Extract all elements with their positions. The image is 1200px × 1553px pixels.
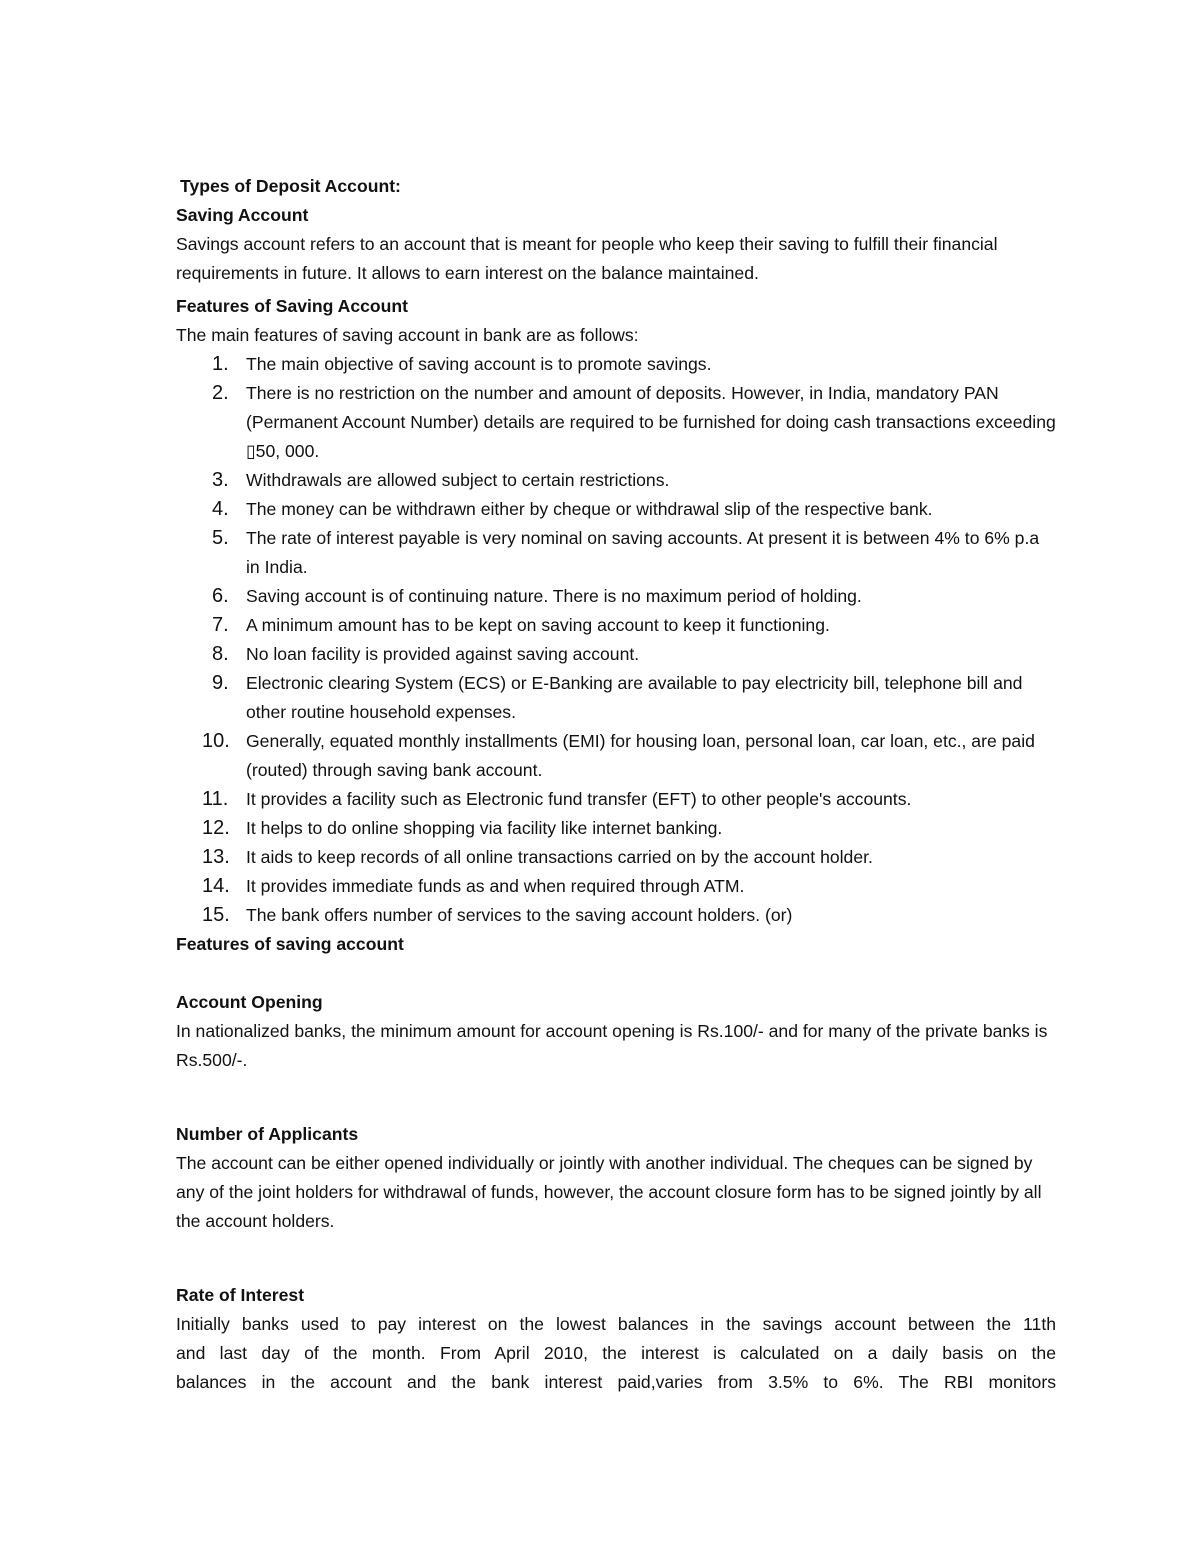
list-item [176,350,1056,379]
list-item-number: 5. [212,527,229,549]
list-item-number: 7. [212,614,229,636]
list-item-number: 11. [202,788,229,810]
interest-text-line: Initially banks used to pay interest on the lowest balances in the savings account between the 11th [176,1314,1056,1334]
account-opening-heading: Account Opening [176,992,323,1012]
list-item [176,640,1056,669]
list-item [176,843,1056,872]
list-item [176,495,1056,524]
list-item-text: The rate of interest payable is very nominal on saving accounts. At present it is between 4% to 6% p.a in India. [246,528,1040,577]
list-item [176,669,1056,727]
document-title: Types of Deposit Account: [180,176,401,196]
list-item-number: 1. [212,353,229,375]
list-item-text: The bank offers number of services to the saving account holders. (or) [246,905,793,925]
list-item [176,901,1056,930]
list-item-text: Generally, equated monthly installments (EMI) for housing loan, personal loan, car loan, etc., are paid (routed) through saving bank account. [246,731,1035,780]
list-item [176,611,1056,640]
list-item-number: 14. [202,875,230,897]
list-item-text: There is no restriction on the number and amount of deposits. However, in India, mandatory PAN (Permanent Account Number) details are required to be furnished for doing cash transactions exceeding ▯50, 000. [246,383,1056,461]
list-item [176,466,1056,495]
list-item-number: 15. [202,904,230,926]
list-item-text: A minimum amount has to be kept on saving account to keep it functioning. [246,615,830,635]
list-item [176,785,1056,814]
list-item-text: Withdrawals are allowed subject to certain restrictions. [246,470,670,490]
list-item-number: 3. [212,469,229,491]
list-item-text: It helps to do online shopping via facility like internet banking. [246,818,723,838]
list-item-number: 10. [202,730,230,752]
list-item-number: 6. [212,585,229,607]
list-item-number: 12. [202,817,230,839]
list-item [176,814,1056,843]
features-heading: Features of Saving Account [176,296,409,316]
list-item [176,379,1056,466]
list-item-text: The main objective of saving account is to promote savings. [246,354,712,374]
list-item [176,524,1056,582]
interest-heading: Rate of Interest [176,1285,305,1305]
features-list [176,350,1056,930]
applicants-text: The account can be either opened individually or jointly with another individual. The cheques can be signed by any of the joint holders for withdrawal of funds, however, the account closure form has to be signed jointly by all the account holders. [176,1153,1042,1231]
saving-account-heading: Saving Account [176,205,309,225]
interest-text-line: balances in the account and the bank interest paid,varies from 3.5% to 6%. The RBI monitors [176,1372,1056,1392]
list-item-number: 13. [202,846,230,868]
list-item [176,582,1056,611]
interest-text-line: and last day of the month. From April 2010, the interest is calculated on a daily basis on the [176,1343,1056,1363]
list-item-number: 4. [212,498,229,520]
list-item-text: Electronic clearing System (ECS) or E-Banking are available to pay electricity bill, telephone bill and other routine household expenses. [246,673,1023,722]
list-item-text: No loan facility is provided against saving account. [246,644,640,664]
document-body [176,172,1056,1397]
list-item-text: Saving account is of continuing nature. There is no maximum period of holding. [246,586,862,606]
features-heading-secondary: Features of saving account [176,934,404,954]
list-item-text: It aids to keep records of all online transactions carried on by the account holder. [246,847,873,867]
list-item-text: It provides immediate funds as and when required through ATM. [246,876,745,896]
account-opening-text: In nationalized banks, the minimum amount for account opening is Rs.100/- and for many of the private banks is Rs.500/-. [176,1021,1048,1070]
applicants-heading: Number of Applicants [176,1124,359,1144]
list-item-number: 9. [212,672,229,694]
list-item-number: 2. [212,382,229,404]
features-intro: The main features of saving account in bank are as follows: [176,325,639,345]
list-item-text: It provides a facility such as Electronic fund transfer (EFT) to other people's accounts. [246,789,912,809]
list-item [176,872,1056,901]
saving-account-intro: Savings account refers to an account that is meant for people who keep their saving to fulfill their financial requirements in future. It allows to earn interest on the balance maintained. [176,234,998,283]
list-item-number: 8. [212,643,229,665]
list-item-text: The money can be withdrawn either by cheque or withdrawal slip of the respective bank. [246,499,933,519]
list-item [176,727,1056,785]
